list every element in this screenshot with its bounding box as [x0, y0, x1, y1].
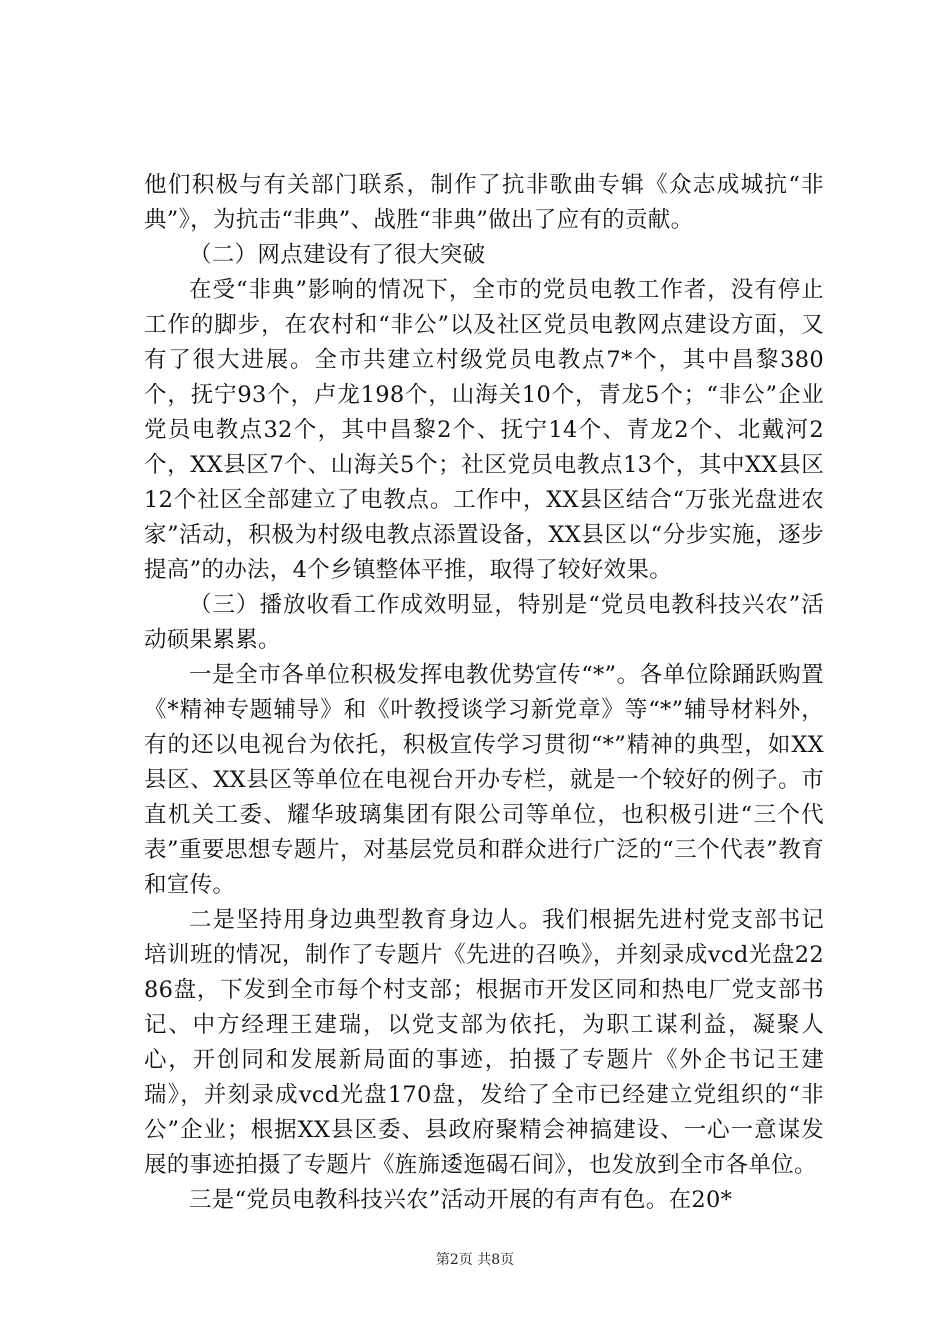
paragraph-point-two: 二是坚持用身边典型教育身边人。我们根据先进村党支部书记培训班的情况，制作了专题片《先进的召唤》，并刻录成vcd光盘2286盘，下发到全市每个村支部；根据市开发区同和热电厂党支部书记、中方经理王建瑞，以党支部为依托，为职工谋利益，凝聚人心，开创同和发展新局面的事迹，拍摄了专题片《外企书记王建瑞》，并刻录成vcd光盘170盘，发给了全市已经建立党组织的“非公”企业；根据XX县区委、县政府聚精会神搞建设、一心一意谋发展的事迹拍摄了专题片《旌旆逶迤碣石间》，也发放到全市各单位。: [144, 907, 824, 1178]
section-heading-network: （二）网点建设有了很大突破: [189, 242, 486, 268]
section-heading-broadcast: （三）播放收看工作成效明显，特别是“党员电教科技兴农”活动硕果累累。: [144, 592, 824, 653]
page-number-footer: 第2页 共8页: [435, 1252, 515, 1268]
document-body: [144, 168, 824, 1218]
paragraph-continuation: 他们积极与有关部门联系，制作了抗非歌曲专辑《众志成城抗“非典”》，为抗击“非典”、战胜“非典”做出了应有的贡献。: [144, 172, 824, 233]
paragraph-point-one: 一是全市各单位积极发挥电教优势宣传“*”。各单位除踊跃购置《*精神专题辅导》和《叶教授谈学习新党章》等“*”辅导材料外，有的还以电视台为依托，积极宣传学习贯彻“*”精神的典型，如XX县区、XX县区等单位在电视台开办专栏，就是一个较好的例子。市直机关工委、耀华玻璃集团有限公司等单位，也积极引进“三个代表”重要思想专题片，对基层党员和群众进行广泛的“三个代表”教育和宣传。: [144, 662, 824, 898]
paragraph-network-construction: 在受“非典”影响的情况下，全市的党员电教工作者，没有停止工作的脚步，在农村和“非公”以及社区党员电教网点建设方面，又有了很大进展。全市共建立村级党员电教点7*个，其中昌黎380个，抚宁93个，卢龙198个，山海关10个，青龙5个；“非公”企业党员电教点32个，其中昌黎2个、抚宁14个、青龙2个、北戴河2个，XX县区7个、山海关5个；社区党员电教点13个，其中XX县区12个社区全部建立了电教点。工作中，XX县区结合“万张光盘进农家”活动，积极为村级电教点添置设备，XX县区以“分步实施，逐步提高”的办法，4个乡镇整体平推，取得了较好效果。: [144, 277, 824, 583]
paragraph-point-three: 三是“党员电教科技兴农”活动开展的有声有色。在20*: [189, 1187, 733, 1213]
